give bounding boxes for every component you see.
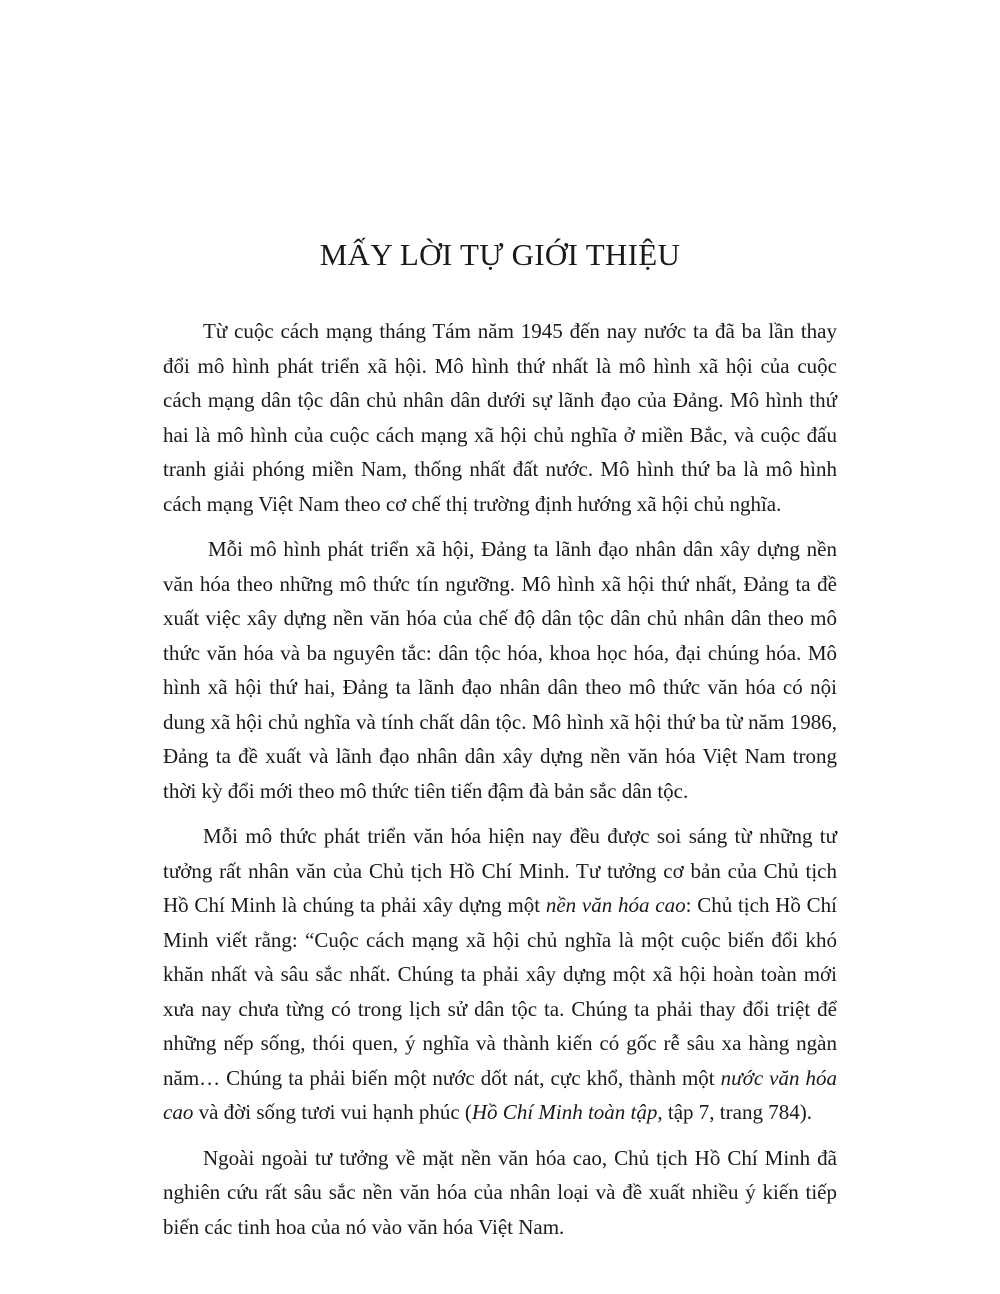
paragraph-3 — [163, 819, 837, 1130]
paragraph-3-text-2: : Chủ tịch Hồ Chí Minh viết rằng: “Cuộc cách mạng xã hội chủ nghĩa là một cuộc biến đổi khó khăn nhất và sâu sắc nhất. Chúng ta phải xây dựng một xã hội hoàn toàn mới xưa nay chưa từng có trong lịch sử dân tộc ta. Chúng ta phải thay đổi triệt để những nếp sống, thói quen, ý nghĩa và thành kiến có gốc rễ sâu xa hàng ngàn năm… Chúng ta phải biến một nước dốt nát, cực khổ, thành một — [163, 893, 837, 1090]
paragraph-4: Ngoài ngoài tư tưởng về mặt nền văn hóa cao, Chủ tịch Hồ Chí Minh đã nghiên cứu rất sâu sắc nền văn hóa của nhân loại và đề xuất nhiều ý kiến tiếp biến các tinh hoa của nó vào văn hóa Việt Nam. — [163, 1145, 837, 1239]
italic-phrase-2: nước văn hóa cao — [163, 1065, 837, 1124]
book-citation: Hồ Chí Minh toàn tập — [471, 1100, 658, 1124]
paragraph-3-text-1: Mỗi mô thức phát triển văn hóa hiện nay đều được soi sáng từ những tư tưởng rất nhân văn của Chủ tịch Hồ Chí Minh. Tư tưởng cơ bản của Chủ tịch Hồ Chí Minh là chúng ta phải xây dựng một — [163, 824, 837, 917]
italic-phrase-1: nền văn hóa cao — [545, 893, 686, 917]
paragraph-3-text-4: , tập 7, trang 784). — [657, 1100, 812, 1124]
paragraph-1: Từ cuộc cách mạng tháng Tám năm 1945 đến nay nước ta đã ba lần thay đổi mô hình phát triển xã hội. Mô hình thứ nhất là mô hình xã hội của cuộc cách mạng dân tộc dân chủ nhân dân dưới sự lãnh đạo của Đảng. Mô hình thứ hai là mô hình của cuộc cách mạng xã hội chủ nghĩa ở miền Bắc, và cuộc đấu tranh giải phóng miền Nam, thống nhất đất nước. Mô hình thứ ba là mô hình cách mạng Việt Nam theo cơ chế thị trường định hướng xã hội chủ nghĩa. — [163, 319, 837, 516]
page-title: MẤY LỜI TỰ GIỚI THIỆU — [319, 237, 681, 272]
paragraph-2: Mỗi mô hình phát triển xã hội, Đảng ta lãnh đạo nhân dân xây dựng nền văn hóa theo những mô thức tín ngưỡng. Mô hình xã hội thứ nhất, Đảng ta đề xuất việc xây dựng nền văn hóa của chế độ dân tộc dân chủ nhân dân theo mô thức văn hóa và ba nguyên tắc: dân tộc hóa, khoa học hóa, đại chúng hóa. Mô hình xã hội thứ hai, Đảng ta lãnh đạo nhân dân theo mô thức văn hóa có nội dung xã hội chủ nghĩa và tính chất dân tộc. Mô hình xã hội thứ ba từ năm 1986, Đảng ta đề xuất và lãnh đạo nhân dân xây dựng nền văn hóa Việt Nam trong thời kỳ đổi mới theo mô thức tiên tiến đậm đà bản sắc dân tộc. — [163, 537, 837, 803]
body-text — [163, 314, 837, 1255]
paragraph-3-text-3: và đời sống tươi vui hạnh phúc ( — [193, 1100, 472, 1124]
